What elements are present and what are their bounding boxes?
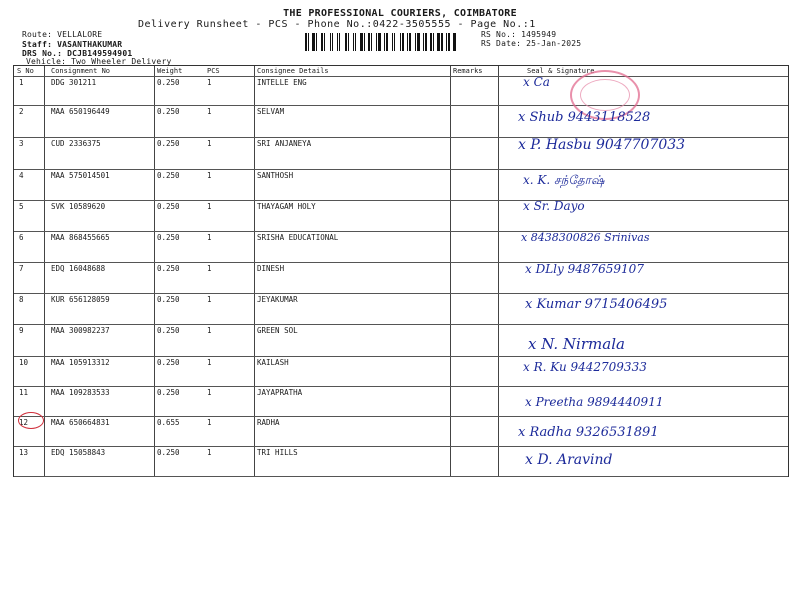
barcode	[305, 33, 473, 51]
row-pcs: 1	[207, 326, 212, 335]
row-consignment-no: MAA 868455665	[51, 233, 110, 242]
handwritten-signature: x 8438300826 Srinivas	[521, 231, 650, 244]
row-sno: 5	[19, 202, 24, 211]
handwritten-signature: x Preetha 9894440911	[525, 395, 664, 409]
row-consignment-no: MAA 650664831	[51, 418, 110, 427]
row-weight: 0.655	[157, 418, 180, 427]
row-consignee: KAILASH	[257, 358, 289, 367]
row-consignment-no: MAA 575014501	[51, 171, 110, 180]
row-pcs: 1	[207, 264, 212, 273]
row-pcs: 1	[207, 448, 212, 457]
row-pcs: 1	[207, 418, 212, 427]
col-signature: Seal & Signature	[527, 67, 595, 75]
runsheet-table	[13, 65, 789, 477]
route-label: Route: VELLALORE	[22, 30, 103, 39]
row-pcs: 1	[207, 171, 212, 180]
row-weight: 0.250	[157, 202, 180, 211]
row-consignee: GREEN SOL	[257, 326, 298, 335]
handwritten-signature: x P. Hasbu 9047707033	[518, 137, 686, 153]
row-consignment-no: MAA 650196449	[51, 107, 110, 116]
table-row	[14, 446, 788, 477]
row-consignee: RADHA	[257, 418, 280, 427]
table-row	[14, 324, 788, 357]
col-pcs: PCS	[207, 67, 220, 75]
handwritten-signature: x. K. சந்தோஷ்	[523, 173, 605, 187]
row-sno: 6	[19, 233, 24, 242]
handwritten-signature: x DLly 9487659107	[525, 262, 644, 276]
handwritten-signature: x N. Nirmala	[528, 335, 625, 353]
row-sno: 12	[19, 418, 29, 427]
table-row	[14, 76, 788, 106]
rs-number: RS No.: 1495949	[481, 30, 557, 39]
row-consignee: INTELLE ENG	[257, 78, 307, 87]
rs-date: RS Date: 25-Jan-2025	[481, 39, 582, 48]
row-consignment-no: MAA 105913312	[51, 358, 110, 367]
table-row	[14, 262, 788, 294]
row-consignee: THAYAGAM HOLY	[257, 202, 316, 211]
row-weight: 0.250	[157, 171, 180, 180]
document-title: THE PROFESSIONAL COURIERS, COIMBATORE	[283, 8, 517, 19]
row-12-circle-mark	[18, 412, 44, 429]
row-sno: 11	[19, 388, 29, 397]
row-consignment-no: EDQ 16048688	[51, 264, 106, 273]
table-row	[14, 416, 788, 447]
vehicle-label: Vehicle: Two Wheeler Delivery	[26, 57, 172, 66]
table-row	[14, 386, 788, 417]
table-row	[14, 105, 788, 138]
row-consignment-no: MAA 109283533	[51, 388, 110, 397]
table-row	[14, 231, 788, 263]
row-consignee: SANTHOSH	[257, 171, 294, 180]
row-sno: 8	[19, 295, 24, 304]
row-sno: 2	[19, 107, 24, 116]
row-consignee: SELVAM	[257, 107, 285, 116]
row-consignment-no: EDQ 15058843	[51, 448, 106, 457]
row-consignee: JAYAPRATHA	[257, 388, 303, 397]
row-sno: 7	[19, 264, 24, 273]
row-consignee: SRI ANJANEYA	[257, 139, 312, 148]
handwritten-signature: x Shub 9443118528	[518, 110, 651, 125]
handwritten-signature: x Sr. Dayo	[523, 199, 585, 213]
row-sno: 4	[19, 171, 24, 180]
row-consignee: TRI HILLS	[257, 448, 298, 457]
handwritten-signature: x R. Ku 9442709333	[523, 360, 647, 374]
col-weight: Weight	[157, 67, 183, 75]
document-subtitle: Delivery Runsheet - PCS - Phone No.:0422-3505555 - Page No.:1	[138, 19, 536, 30]
table-row	[14, 200, 788, 232]
table-row	[14, 356, 788, 387]
row-weight: 0.250	[157, 78, 180, 87]
row-consignment-no: SVK 10589620	[51, 202, 106, 211]
col-sno: S No	[17, 67, 34, 75]
row-consignment-no: KUR 656128059	[51, 295, 110, 304]
drs-label: DRS No.: DCJB149594901	[22, 49, 133, 58]
row-consignee: JEYAKUMAR	[257, 295, 298, 304]
handwritten-signature: x Ca	[523, 75, 550, 89]
col-consignee: Consignee Details	[257, 67, 329, 75]
row-weight: 0.250	[157, 358, 180, 367]
row-pcs: 1	[207, 233, 212, 242]
row-weight: 0.250	[157, 107, 180, 116]
row-pcs: 1	[207, 295, 212, 304]
handwritten-signature: x Radha 9326531891	[518, 425, 659, 440]
row-consignment-no: MAA 300982237	[51, 326, 110, 335]
row-pcs: 1	[207, 202, 212, 211]
row-consignment-no: DDG 301211	[51, 78, 97, 87]
table-row	[14, 169, 788, 201]
row-weight: 0.250	[157, 448, 180, 457]
col-remarks: Remarks	[453, 67, 483, 75]
row-weight: 0.250	[157, 326, 180, 335]
row-pcs: 1	[207, 78, 212, 87]
handwritten-signature: x Kumar 9715406495	[525, 297, 668, 312]
row-consignee: DINESH	[257, 264, 285, 273]
row-sno: 3	[19, 139, 24, 148]
row-pcs: 1	[207, 139, 212, 148]
row-weight: 0.250	[157, 388, 180, 397]
row-pcs: 1	[207, 358, 212, 367]
row-weight: 0.250	[157, 233, 180, 242]
row-weight: 0.250	[157, 264, 180, 273]
row-sno: 10	[19, 358, 29, 367]
row-weight: 0.250	[157, 139, 180, 148]
handwritten-signature: x D. Aravind	[525, 452, 613, 468]
row-sno: 9	[19, 326, 24, 335]
table-row	[14, 293, 788, 325]
row-sno: 1	[19, 78, 24, 87]
row-weight: 0.250	[157, 295, 180, 304]
row-pcs: 1	[207, 388, 212, 397]
row-consignee: SRISHA EDUCATIONAL	[257, 233, 339, 242]
staff-label: Staff: VASANTHAKUMAR	[22, 40, 123, 49]
row-sno: 13	[19, 448, 29, 457]
col-consignment: Consignment No	[51, 67, 111, 75]
row-consignment-no: CUD 2336375	[51, 139, 101, 148]
row-pcs: 1	[207, 107, 212, 116]
